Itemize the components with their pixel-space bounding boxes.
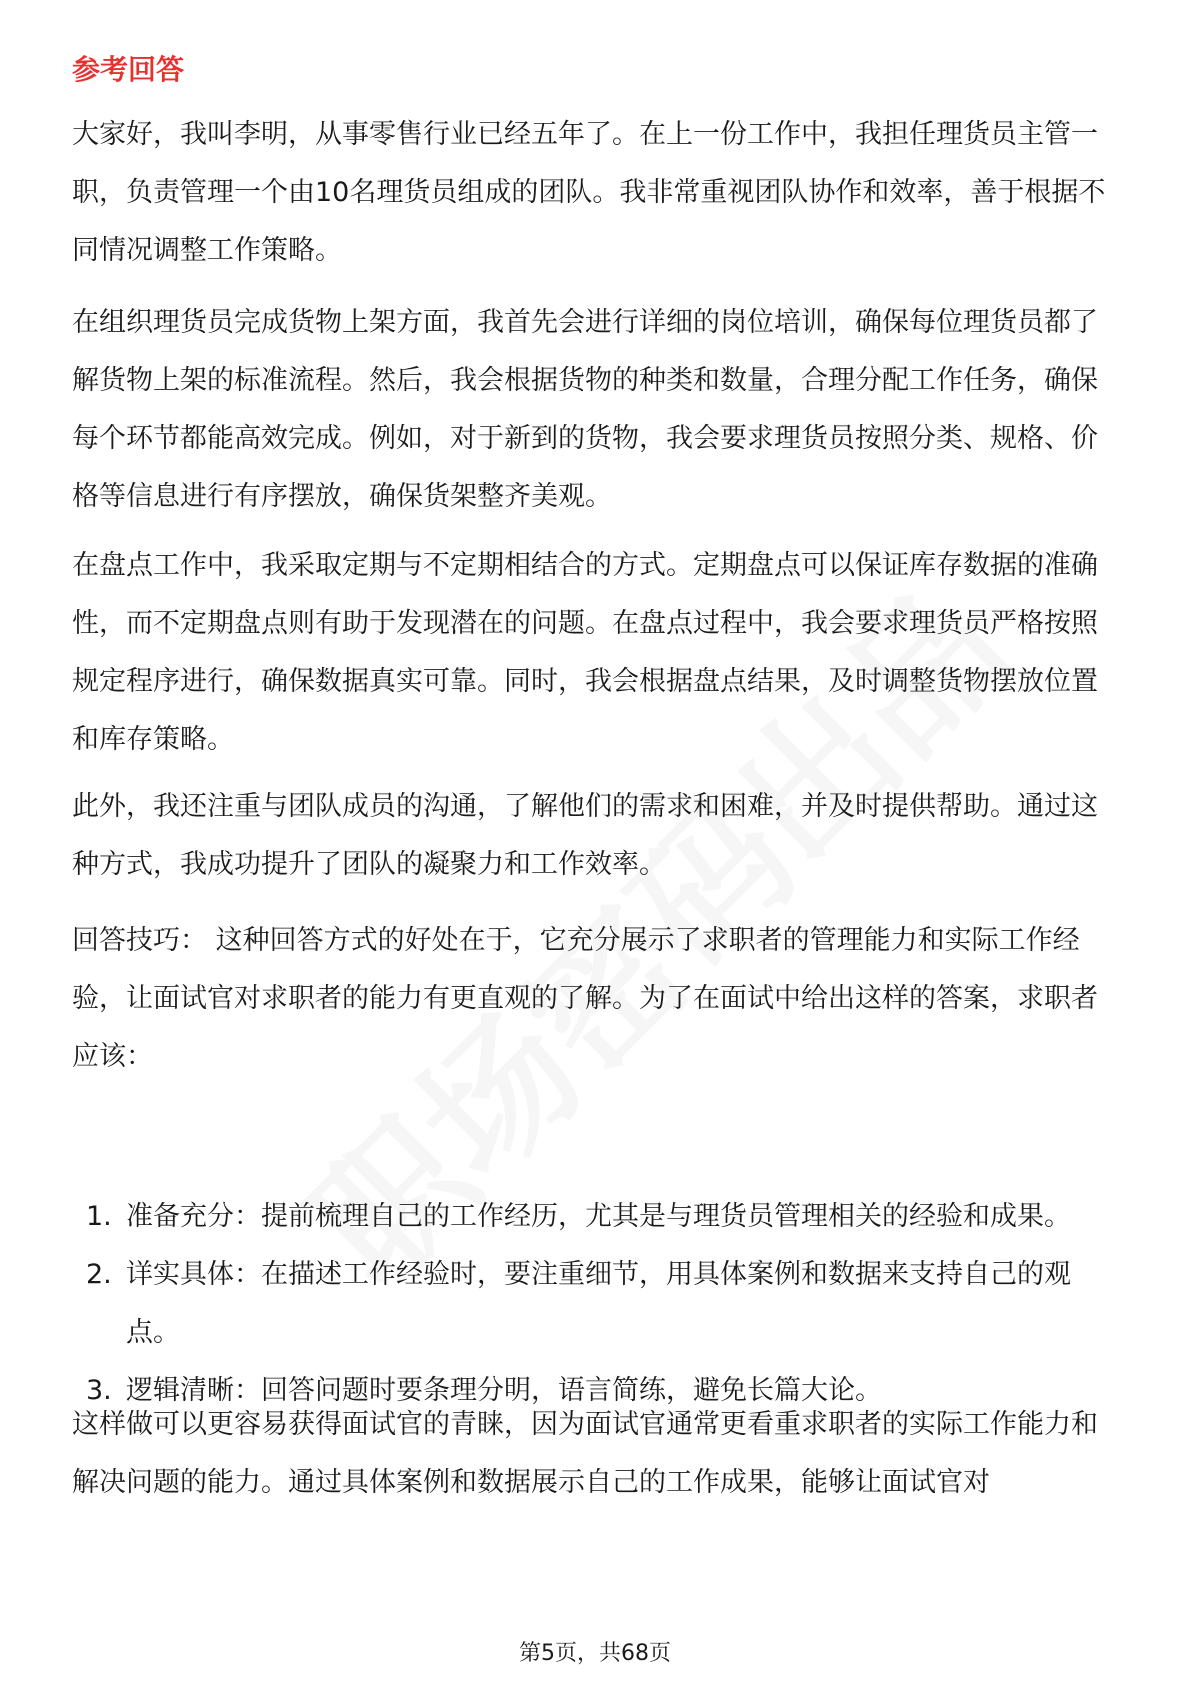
paragraph-closing: 这样做可以更容易获得面试官的青睐，因为面试官通常更看重求职者的实际工作能力和解决问题的能力。通过具体案例和数据展示自己的工作成果，能够让面试官对 — [72, 1409, 1098, 1498]
list-text: 逻辑清晰：回答问题时要条理分明，语言简练，避免长篇大论。 — [126, 1375, 882, 1406]
paragraph-intro: 大家好，我叫李明，从事零售行业已经五年了。在上一份工作中，我担任理货员主管一职，负责管理一个由10名理货员组成的团队。我非常重视团队协作和效率，善于根据不同情况调整工作策略。 — [72, 119, 1106, 266]
paragraph-inventory: 在盘点工作中，我采取定期与不定期相结合的方式。定期盘点可以保证库存数据的准确性，而不定期盘点则有助于发现潜在的问题。在盘点过程中，我会要求理货员严格按照规定程序进行，确保数据真实可靠。同时，我会根据盘点结果，及时调整货物摆放位置和库存策略。 — [72, 550, 1098, 755]
list-number: 2. — [86, 1259, 112, 1290]
paragraph-tips: 回答技巧： 这种回答方式的好处在于，它充分展示了求职者的管理能力和实际工作经验，让面试官对求职者的能力有更直观的了解。为了在面试中给出这样的答案，求职者应该： — [72, 925, 1098, 1072]
list-number: 1. — [86, 1201, 112, 1232]
section-title: 参考回答 — [72, 53, 185, 86]
paragraph-shelving: 在组织理货员完成货物上架方面，我首先会进行详细的岗位培训，确保每位理货员都了解货物上架的标准流程。然后，我会根据货物的种类和数量，合理分配工作任务，确保每个环节都能高效完成。例如，对于新到的货物，我会要求理货员按照分类、规格、价格等信息进行有序摆放，确保货架整齐美观。 — [72, 307, 1098, 512]
page-number: 第5页，共68页 — [519, 1641, 671, 1666]
list-item — [72, 1188, 1122, 1246]
list-item — [72, 1246, 1122, 1362]
list-text: 准备充分：提前梳理自己的工作经历，尤其是与理货员管理相关的经验和成果。 — [126, 1201, 1071, 1232]
list-number: 3. — [86, 1375, 112, 1406]
tips-list — [72, 1188, 1122, 1420]
list-text: 详实具体：在描述工作经验时，要注重细节，用具体案例和数据来支持自己的观点。 — [126, 1259, 1071, 1348]
paragraph-communication: 此外，我还注重与团队成员的沟通，了解他们的需求和困难，并及时提供帮助。通过这种方式，我成功提升了团队的凝聚力和工作效率。 — [72, 791, 1098, 880]
